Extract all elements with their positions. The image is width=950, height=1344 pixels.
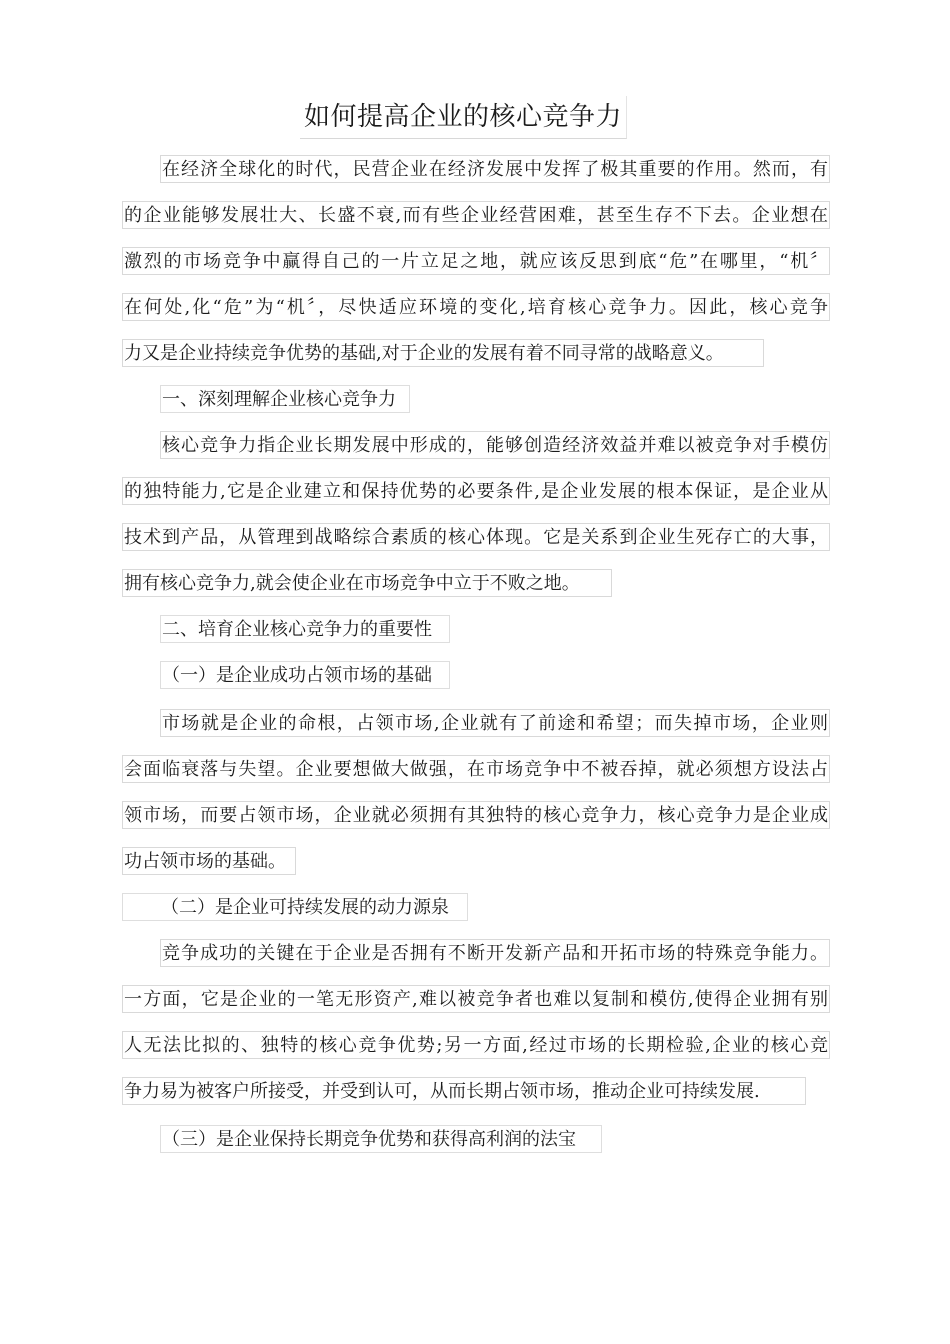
paragraph-line: 会面临衰落与失望。企业要想做大做强，在市场竞争中不被吞掉，就必须想方设法占 [122,755,830,783]
paragraph-line: 竞争成功的关键在于企业是否拥有不断开发新产品和开拓市场的特殊竞争能力。 [160,939,830,967]
paragraph-line: 在何处,化“危”为“机〞，尽快适应环境的变化,培育核心竞争力。因此，核心竞争 [122,293,830,321]
paragraph-line: 领市场，而要占领市场，企业就必须拥有其独特的核心竞争力，核心竞争力是企业成 [122,801,830,829]
paragraph-line: 技术到产品，从管理到战略综合素质的核心体现。它是关系到企业生死存亡的大事， [122,523,830,551]
subsection-heading: （二）是企业可持续发展的动力源泉 [122,893,468,921]
section-heading: 一、深刻理解企业核心竞争力 [160,385,410,413]
paragraph-line: 争力易为被客户所接受，并受到认可，从而长期占领市场，推动企业可持续发展. [122,1077,806,1105]
paragraph-line: 拥有核心竞争力,就会使企业在市场竞争中立于不败之地。 [122,569,612,597]
paragraph-line: 的企业能够发展壮大、长盛不衰,而有些企业经营困难，甚至生存不下去。企业想在 [122,201,830,229]
subsection-heading: （一）是企业成功占领市场的基础 [160,661,450,689]
document-title: 如何提高企业的核心竞争力 [300,96,627,139]
paragraph-line: 在经济全球化的时代，民营企业在经济发展中发挥了极其重要的作用。然而，有 [160,155,830,183]
subsection-heading: （三）是企业保持长期竞争优势和获得高利润的法宝 [160,1125,602,1153]
paragraph-line: 激烈的市场竞争中赢得自己的一片立足之地，就应该反思到底“危”在哪里，“机〞 [122,247,830,275]
paragraph-line: 的独特能力,它是企业建立和保持优势的必要条件,是企业发展的根本保证，是企业从 [122,477,830,505]
paragraph-line: 一方面，它是企业的一笔无形资产,难以被竞争者也难以复制和模仿,使得企业拥有别 [122,985,830,1013]
paragraph-line: 市场就是企业的命根，占领市场,企业就有了前途和希望；而失掉市场，企业则 [160,709,830,737]
paragraph-line: 人无法比拟的、独特的核心竞争优势;另一方面,经过市场的长期检验,企业的核心竞 [122,1031,830,1059]
paragraph-line: 核心竞争力指企业长期发展中形成的，能够创造经济效益并难以被竞争对手模仿 [160,431,830,459]
paragraph-line: 功占领市场的基础。 [122,847,296,875]
section-heading: 二、培育企业核心竞争力的重要性 [160,615,450,643]
paragraph-line: 力又是企业持续竞争优势的基础,对于企业的发展有着不同寻常的战略意义。 [122,339,764,367]
